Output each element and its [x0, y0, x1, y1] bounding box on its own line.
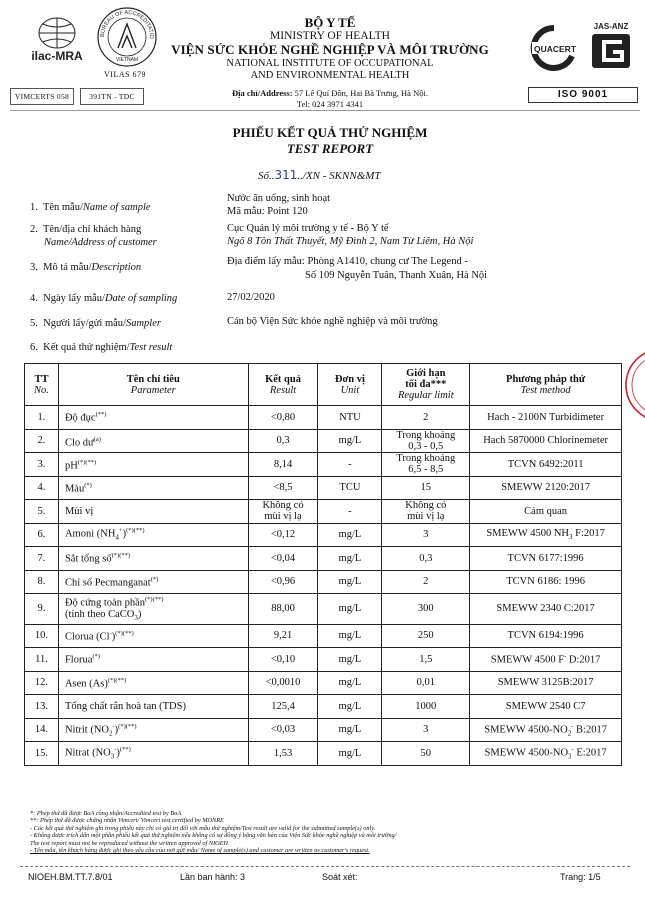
info-label-4: 4. Ngày lấy mẫu/Date of sampling	[30, 293, 178, 304]
cell-param: Asen (As)(*)(**)	[58, 671, 248, 695]
cell-param: Màu(*)	[58, 476, 248, 500]
info-label-2-en: Name/Address of customer	[44, 237, 157, 248]
svg-text:JAS-ANZ: JAS-ANZ	[593, 22, 629, 31]
info-value-2a: Cục Quản lý môi trường y tế - Bộ Y tế	[227, 223, 389, 234]
address-value: 57 Lê Quí Đôn, Hai Bà Trưng, Hà Nội.	[294, 88, 428, 98]
cell-unit: mg/L	[318, 718, 382, 742]
svg-text:VIETNAM: VIETNAM	[115, 57, 139, 63]
cell-method: SMEWW 4500 F- D:2017	[470, 648, 622, 672]
table-row	[25, 671, 622, 695]
cell-method: TCVN 6492:2011	[470, 453, 622, 477]
cell-tt: 2.	[25, 429, 59, 453]
quacert-logo	[528, 22, 580, 72]
cell-tt: 10.	[25, 624, 59, 648]
footnote: - Tên mẫu, tên khách hàng được ghi theo yêu cầu của nơi gửi mẫu/ Name of sample(s) and customer are written as customer's request.	[30, 847, 370, 855]
cell-tt: 12.	[25, 671, 59, 695]
cell-method: SMEWW 2340 C:2017	[470, 594, 622, 625]
ministry-en: MINISTRY OF HEALTH	[270, 30, 390, 42]
footnote: - Không được trích dẫn một phần phiếu kết quả thử nghiệm nếu không có sự đồng ý bằng văn bản của Viện Sức khỏe nghề nghiệp và môi trường/	[30, 832, 397, 840]
footnote: - Các kết quả thử nghiệm ghi trong phiếu này chỉ có giá trị đối với mẫu thử nghiệm/Test result are valid for the submitted sample(s) only.	[30, 824, 376, 832]
info-label-1: 1. Tên mẫu/Name of sample	[30, 202, 151, 213]
cell-method: SMEWW 2540 C7	[470, 695, 622, 719]
cell-limit: 300	[382, 594, 470, 625]
cell-unit: mg/L	[318, 429, 382, 453]
cell-limit: 0,3	[382, 547, 470, 571]
cell-unit: mg/L	[318, 742, 382, 766]
report-number	[258, 168, 381, 182]
cell-limit: Không có mùi vị lạ	[382, 500, 470, 524]
cell-unit: TCU	[318, 476, 382, 500]
cell-tt: 1.	[25, 406, 59, 430]
cell-unit: mg/L	[318, 671, 382, 695]
cell-limit: 0,01	[382, 671, 470, 695]
table-row	[25, 718, 622, 742]
edition: Lần ban hành: 3	[180, 872, 246, 882]
cell-result: 125,4	[248, 695, 318, 719]
results-body	[25, 406, 622, 766]
institute-vi: VIỆN SỨC KHỎE NGHỀ NGHIỆP VÀ MÔI TRƯỜNG	[171, 42, 489, 57]
cell-limit: 1000	[382, 695, 470, 719]
cell-result: <0,03	[248, 718, 318, 742]
vilas-number: VILAS 679	[104, 70, 147, 79]
cell-param: Florua(*)	[58, 648, 248, 672]
institute-en-1: NATIONAL INSTITUTE OF OCCUPATIONAL	[226, 58, 434, 69]
cell-limit: 3	[382, 718, 470, 742]
cell-unit: -	[318, 500, 382, 524]
info-label-5: 5. Người lấy/gửi mẫu/Sampler	[30, 318, 161, 329]
cell-method: TCVN 6177:1996	[470, 547, 622, 571]
cell-tt: 4.	[25, 476, 59, 500]
cell-param: Tổng chất rắn hoà tan (TDS)	[58, 695, 248, 719]
cell-method: SMEWW $4500-NO_3^-$ E:2017	[470, 742, 622, 766]
table-row	[25, 742, 622, 766]
header-divider	[10, 110, 640, 111]
info-value-3a: Địa điểm lấy mẫu: Phòng A1410, chung cư The Legend -	[227, 256, 468, 267]
tel-line: Tel: 024 3971 4341	[296, 99, 364, 109]
ministry-vi: BỘ Y TẾ	[304, 15, 356, 30]
cell-tt: 3.	[25, 453, 59, 477]
cell-result: <8,5	[248, 476, 318, 500]
cell-method: Hach 5870000 Chlorinemeter	[470, 429, 622, 453]
table-row	[25, 547, 622, 571]
cell-result: <0,96	[248, 570, 318, 594]
cell-result: 8,14	[248, 453, 318, 477]
footnotes	[30, 810, 630, 854]
boa-accreditation-logo	[96, 6, 158, 68]
cell-result: <0,80	[248, 406, 318, 430]
info-label-6: 6. Kết quả thử nghiệm/Test result	[30, 342, 173, 353]
cell-result: 9,21	[248, 624, 318, 648]
red-stamp-edge	[618, 345, 645, 425]
cell-limit: 50	[382, 742, 470, 766]
cell-result: 88,00	[248, 594, 318, 625]
cell-method: Hach - 2100N Turbidimeter	[470, 406, 622, 430]
info-value-2b: Ngõ 8 Tôn Thất Thuyết, Mỹ Đình 2, Nam Từ Liêm, Hà Nội	[227, 236, 474, 247]
review: Soát xét:	[322, 872, 358, 882]
cell-method: SMEWW $4500-NO_2^-$ B:2017	[470, 718, 622, 742]
cell-param: Nitrat $(NO_3^-)^{(**)}$	[58, 742, 248, 766]
cell-result: <0,0010	[248, 671, 318, 695]
col-tt: TT No.	[25, 364, 59, 406]
cell-tt: 14.	[25, 718, 59, 742]
footer-divider	[20, 866, 630, 867]
cell-param: Độ cứng toàn phần(*)(**) (tính theo CaCO$_3$)	[58, 594, 248, 625]
table-row	[25, 648, 622, 672]
cell-result: <0,12	[248, 523, 318, 547]
cell-tt: 7.	[25, 547, 59, 571]
cell-method: TCVN 6186: 1996	[470, 570, 622, 594]
cell-tt: 15.	[25, 742, 59, 766]
cell-limit: Trong khoảng 0,3 - 0,5	[382, 429, 470, 453]
so-suffix: ../XN - SKNN&MT	[297, 170, 381, 182]
cell-limit: 3	[382, 523, 470, 547]
cell-param: Nitrit $(NO_2^-)^{(*)(**)}$	[58, 718, 248, 742]
cell-param: Clorua (Cl-)(*)(**)	[58, 624, 248, 648]
institute-en-2: AND ENVIRONMENTAL HEALTH	[250, 70, 410, 81]
cell-unit: mg/L	[318, 594, 382, 625]
cell-param: Sắt tổng số(*)(**)	[58, 547, 248, 571]
results-table	[24, 363, 622, 766]
cell-tt: 8.	[25, 570, 59, 594]
cell-unit: NTU	[318, 406, 382, 430]
cell-param: Độ đục(**)	[58, 406, 248, 430]
address-label: Địa chỉ/Address:	[232, 88, 293, 98]
report-title-vi: PHIẾU KẾT QUẢ THỬ NGHIỆM	[232, 125, 428, 140]
cell-unit: mg/L	[318, 624, 382, 648]
cell-result: Không có mùi vị lạ	[248, 500, 318, 524]
svg-text:ilac-MRA: ilac-MRA	[31, 49, 83, 63]
cell-limit: 2	[382, 406, 470, 430]
col-unit: Đơn vị Unit	[318, 364, 382, 406]
table-row	[25, 624, 622, 648]
cell-limit: 1,5	[382, 648, 470, 672]
cell-method: SMEWW 2120:2017	[470, 476, 622, 500]
svg-text:QUACERT: QUACERT	[533, 44, 577, 54]
cell-method: SMEWW 3125B:2017	[470, 671, 622, 695]
table-row	[25, 500, 622, 524]
col-result: Kết quả Result	[248, 364, 318, 406]
cell-param: Mùi vị	[58, 500, 248, 524]
info-value-4: 27/02/2020	[227, 292, 275, 303]
iso-9001-badge: ISO 9001	[528, 87, 638, 103]
cell-result: 0,3	[248, 429, 318, 453]
jas-anz-logo	[586, 20, 636, 72]
cell-limit: 15	[382, 476, 470, 500]
info-value-1b: Mã mẫu: Point 120	[227, 206, 308, 217]
info-value-5: Cán bộ Viện Sức khỏe nghề nghiệp và môi trường	[227, 316, 438, 327]
info-value-3b: Số 109 Nguyễn Tuân, Thanh Xuân, Hà Nội	[305, 270, 488, 281]
cell-tt: 5.	[25, 500, 59, 524]
table-row	[25, 453, 622, 477]
cell-tt: 13.	[25, 695, 59, 719]
col-param: Tên chỉ tiêu Parameter	[58, 364, 248, 406]
ilac-mra-logo	[24, 16, 90, 64]
cell-unit: -	[318, 453, 382, 477]
col-limit: Giới hạn tối đa*** Regular limit	[382, 364, 470, 406]
tdc-box: 391TN - TDC	[80, 88, 144, 105]
info-label-2: 2. Tên/địa chỉ khách hàng	[30, 224, 142, 235]
footnote: The test report must not be reproduced without the written approval of NIOEH	[30, 839, 229, 847]
cell-limit: Trong khoảng 6,5 - 8,5	[382, 453, 470, 477]
table-row	[25, 476, 622, 500]
cell-tt: 11.	[25, 648, 59, 672]
cell-method: SMEWW 4500 $NH_3$ F:2017	[470, 523, 622, 547]
vimcerts-box: VIMCERTS 058	[10, 88, 74, 105]
cell-method: Cảm quan	[470, 500, 622, 524]
col-method: Phương pháp thử Test method	[470, 364, 622, 406]
table-row	[25, 695, 622, 719]
cell-unit: mg/L	[318, 695, 382, 719]
cell-tt: 6.	[25, 523, 59, 547]
table-row	[25, 523, 622, 547]
table-row	[25, 570, 622, 594]
cell-result: <0,04	[248, 547, 318, 571]
cell-unit: mg/L	[318, 570, 382, 594]
footnote: *: Phép thử đã được BoA công nhận/Accredited test by BoA	[30, 810, 182, 817]
so-prefix: Số..	[258, 170, 275, 182]
table-row	[25, 406, 622, 430]
table-row	[25, 594, 622, 625]
info-value-1a: Nước ăn uống, sinh hoạt	[227, 193, 331, 204]
page-number: Trang: 1/5	[560, 872, 601, 882]
form-code: NIOEH.BM.TT.7.8/01	[28, 872, 113, 882]
table-header-row	[25, 364, 622, 406]
cell-unit: mg/L	[318, 523, 382, 547]
cell-param: Chỉ số Pecmanganat(*)	[58, 570, 248, 594]
footnote: **: Phép thử đã được chứng nhận Vimcert/ Vimcert test certified by MONRE	[30, 817, 224, 825]
cell-result: <0,10	[248, 648, 318, 672]
cell-param: pH(*)(**)	[58, 453, 248, 477]
cell-tt: 9.	[25, 594, 59, 625]
cell-method: TCVN 6194:1996	[470, 624, 622, 648]
cell-result: 1,53	[248, 742, 318, 766]
table-row	[25, 429, 622, 453]
cell-limit: 250	[382, 624, 470, 648]
svg-text:BUREAU OF ACCREDITATION: BUREAU OF ACCREDITATIO	[99, 9, 155, 39]
cell-limit: 2	[382, 570, 470, 594]
cell-param: Clo $dư^{(a)}$	[58, 429, 248, 453]
cell-param: Amoni $(NH_4^+)^{(*)(**)}$	[58, 523, 248, 547]
report-title-en: TEST REPORT	[286, 141, 374, 156]
info-label-3: 3. Mô tả mẫu/Description	[30, 262, 142, 273]
cell-unit: mg/L	[318, 547, 382, 571]
cell-unit: mg/L	[318, 648, 382, 672]
so-number: 311	[274, 168, 298, 182]
